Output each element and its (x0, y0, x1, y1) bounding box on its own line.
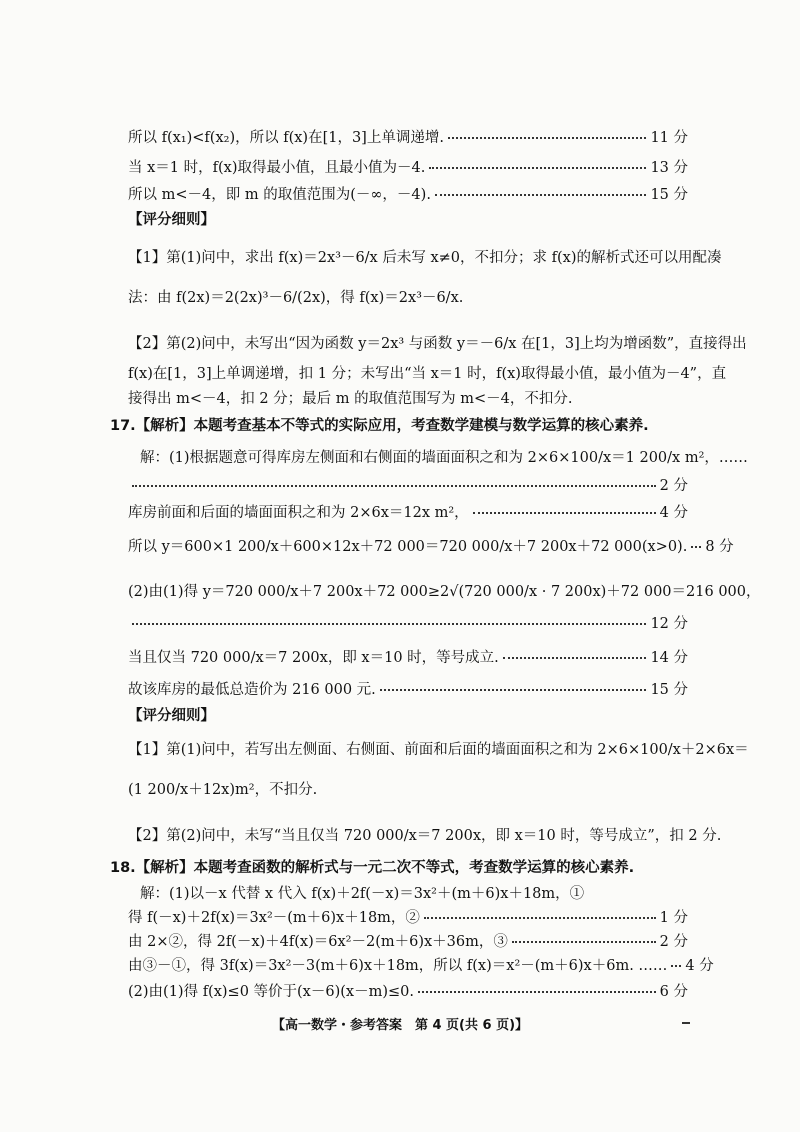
leader-dots (418, 991, 656, 993)
line-9 (128, 389, 688, 409)
score: 15 分 (650, 682, 688, 698)
section-heading (128, 706, 688, 726)
line-2 (128, 158, 688, 178)
line-text: 【2】第(2)问中，未写出“因为函数 y＝2x³ 与函数 y＝－6/x 在[1，3]上均为增函数”，直接得出 (128, 336, 747, 352)
line-8 (128, 364, 727, 384)
page-footer: 【高一数学・参考答案 第 4 页(共 6 页)】 (271, 1018, 529, 1033)
line-3 (128, 185, 688, 205)
line-25 (128, 908, 688, 928)
score: 6 分 (659, 984, 688, 1000)
score: 11 分 (650, 130, 688, 146)
leader-dots (380, 689, 647, 691)
line-24 (140, 884, 700, 904)
line-text: 解：(1)根据题意可得库房左侧面和右侧面的墙面面积之和为 2×6×100/x＝1 200/x m²，…… (140, 450, 748, 466)
line-text: 所以 y＝600×1 200/x＋600×12x＋72 000＝720 000/x＋7 200x＋72 000(x>0). (128, 539, 688, 555)
line-26 (128, 932, 688, 952)
score: 12 分 (650, 616, 688, 632)
line-27 (128, 956, 714, 976)
score: 15 分 (650, 187, 688, 203)
score: 4 分 (659, 505, 688, 521)
line-text: 【1】第(1)问中，若写出左侧面、右侧面、前面和后面的墙面面积之和为 2×6×100/x＋2×6x＝ (128, 742, 749, 758)
line-text: 由③－①，得 3f(x)＝3x²－3(m＋6)x＋18m，所以 f(x)＝x²－(m＋6)x＋6m. …… (128, 958, 668, 974)
leader-dots (512, 941, 656, 943)
line-text: 库房前面和后面的墙面面积之和为 2×6x＝12x m²， (128, 505, 469, 521)
score: 1 分 (659, 910, 688, 926)
line-20 (128, 740, 749, 760)
heading-text: 17.【解析】本题考查基本不等式的实际应用，考查数学建模与数学运算的核心素养. (110, 418, 649, 434)
leader-dots (132, 623, 646, 625)
leader-dots (132, 485, 656, 487)
line-text: (2)由(1)得 y＝720 000/x＋7 200x＋72 000≥2√(720 000/x · 7 200x)＋72 000＝216 000， (128, 584, 761, 600)
line-28 (128, 982, 688, 1002)
leader-dots (435, 194, 647, 196)
section-heading (128, 210, 688, 230)
line-text: f(x)在[1，3]上单调递增，扣 1 分；未写出“当 x＝1 时，f(x)取得最小值，最小值为－4”，直 (128, 366, 727, 382)
leader-dots (691, 546, 701, 548)
line-12 (128, 476, 688, 496)
line-14 (128, 537, 734, 557)
line-text: (2)由(1)得 f(x)≤0 等价于(x－6)(x－m)≤0. (128, 984, 414, 1000)
line-16 (128, 614, 688, 634)
score: 8 分 (705, 539, 734, 555)
line-text: 当且仅当 720 000/x＝7 200x，即 x＝10 时，等号成立. (128, 650, 499, 666)
line-22 (128, 826, 722, 846)
line-21 (128, 780, 688, 800)
leader-dots (503, 657, 647, 659)
corner-mark (682, 1022, 690, 1024)
line-text: 解：(1)以－x 代替 x 代入 f(x)＋2f(－x)＝3x²＋(m＋6)x＋18m，① (140, 886, 585, 902)
score: 13 分 (650, 160, 688, 176)
leader-dots (473, 512, 656, 514)
score: 2 分 (659, 478, 688, 494)
heading-text: 【评分细则】 (128, 708, 215, 724)
heading-text: 18.【解析】本题考查函数的解析式与一元二次不等式，考查数学运算的核心素养. (110, 860, 635, 876)
leader-dots (448, 137, 646, 139)
line-text: 所以 m<－4，即 m 的取值范围为(－∞，－4). (128, 187, 431, 203)
question-17-heading (110, 416, 670, 436)
line-17 (128, 648, 688, 668)
line-7 (128, 334, 747, 354)
line-text: 【1】第(1)问中，求出 f(x)＝2x³－6/x 后未写 x≠0，不扣分；求 f(x)的解析式还可以用配凑 (128, 250, 722, 266)
line-text: 接得出 m<－4，扣 2 分；最后 m 的取值范围写为 m<－4，不扣分. (128, 391, 573, 407)
line-1 (128, 128, 688, 148)
leader-dots (429, 167, 646, 169)
score: 14 分 (650, 650, 688, 666)
leader-dots (671, 965, 681, 967)
line-text: 所以 f(x₁)<f(x₂)，所以 f(x)在[1，3]上单调递增. (128, 130, 444, 146)
line-text: 由 2×②，得 2f(－x)＋4f(x)＝6x²－2(m＋6)x＋36m，③ (128, 934, 508, 950)
heading-text: 【评分细则】 (128, 212, 215, 228)
line-text: (1 200/x＋12x)m²，不扣分. (128, 782, 318, 798)
score: 4 分 (685, 958, 714, 974)
score: 2 分 (659, 934, 688, 950)
leader-dots (424, 917, 656, 919)
line-11 (140, 448, 748, 468)
line-text: 当 x＝1 时，f(x)取得最小值，且最小值为－4. (128, 160, 426, 176)
line-text: 法：由 f(2x)＝2(2x)³－6/(2x)，得 f(x)＝2x³－6/x. (128, 290, 464, 306)
question-18-heading (110, 858, 670, 878)
line-6 (128, 288, 688, 308)
line-18 (128, 680, 688, 700)
line-text: 【2】第(2)问中，未写“当且仅当 720 000/x＝7 200x，即 x＝10 时，等号成立”，扣 2 分. (128, 828, 722, 844)
line-13 (128, 503, 688, 523)
line-5 (128, 248, 722, 268)
line-text: 得 f(－x)＋2f(x)＝3x²－(m＋6)x＋18m，② (128, 910, 420, 926)
line-text: 故该库房的最低总造价为 216 000 元. (128, 682, 376, 698)
line-15 (128, 582, 761, 602)
